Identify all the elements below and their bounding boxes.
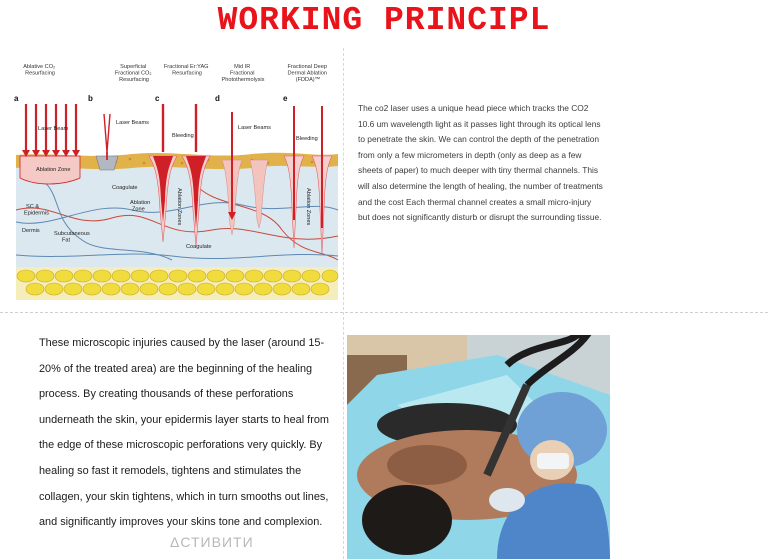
header-eryag: Fractional Er:YAG Resurfacing — [163, 64, 209, 77]
label-laser-beam-a: Laser Beam — [38, 126, 69, 132]
letter-b: b — [88, 94, 93, 103]
label-dermis: Dermis — [22, 228, 40, 234]
label-bleeding-e: Bleeding — [296, 136, 318, 142]
letter-a: a — [14, 94, 19, 103]
label-ablation-zone-a: Ablation Zone — [36, 167, 71, 173]
header-ablative-l1: Ablative CO₂ — [23, 64, 56, 70]
watermark: ΔСТИВИТИ — [170, 534, 254, 550]
horizontal-divider — [0, 312, 768, 313]
photo-mask — [537, 453, 569, 469]
header-ablative-l2: Resurfacing — [25, 70, 55, 77]
label-laser-beams-b: Laser Beams — [116, 120, 149, 126]
label-ablation-zones-e: Ablation Zones — [305, 188, 311, 226]
superficial-zone — [96, 114, 118, 170]
healing-paragraph: These microscopic injuries caused by the laser (around 15-20% of the treated area) are the beginning of the healing process. By creating thousands of these perforations underneath the skin, your epidermis layer starts to heal from the edge of these microscopic perforations very quickly. By healing so fast it remodels, tightens and stimulates the collagen, your skin tightens, which in turn smooths out lines, and significantly improves your skins tone and complexion. — [39, 337, 329, 529]
vertical-divider — [343, 48, 344, 559]
label-ablation-zones-c: Ablation Zones — [176, 188, 182, 226]
label-laser-beams-d: Laser Beams — [238, 125, 271, 131]
label-bleeding-c: Bleeding — [172, 133, 194, 139]
letter-e: e — [283, 94, 288, 103]
header-ablative — [23, 64, 57, 77]
photo-patient-head — [362, 485, 452, 555]
letter-c: c — [155, 94, 160, 103]
page-title: WORKING PRINCIPL — [217, 2, 551, 39]
skin-laser-diagram — [12, 60, 340, 300]
description-paragraph: The co2 laser uses a unique head piece which tracks the CO2 10.6 um wavelength light as it passes light through its optical lens to penetrate the skin. We can control the depth of the penetration from only a few micrometers in depth (only as deep as a few sheets of paper) to much deeper with tiny thermal channels. This will also determine the length of healing, the number of treatments and the cost Each thermal channel creates a small micro-injury but does not significantly disturb or disrupt the surrounding tissue. — [358, 103, 603, 223]
label-ablation-zone-b: Ablation Zone — [130, 200, 151, 213]
label-sc-epidermis: SC & Epidermis — [24, 204, 49, 217]
header-superficial: Superficial Fractional CO₂ Resurfacing — [114, 64, 152, 83]
label-coagulate-2: Coagulate — [186, 244, 212, 250]
treatment-photo — [347, 335, 610, 559]
photo-treated-area — [387, 445, 467, 485]
photo-gloved-hand — [489, 488, 525, 512]
letter-d: d — [215, 94, 220, 103]
label-coagulate-1: Coagulate — [112, 185, 138, 191]
label-subcutaneous-fat: Subcutaneous Fat — [54, 231, 90, 244]
header-fdda: Fractional Deep Dermal Ablation (FDDA)™ — [287, 64, 327, 83]
header-midir: Mid IR Fractional Photothermolysis — [221, 64, 265, 83]
